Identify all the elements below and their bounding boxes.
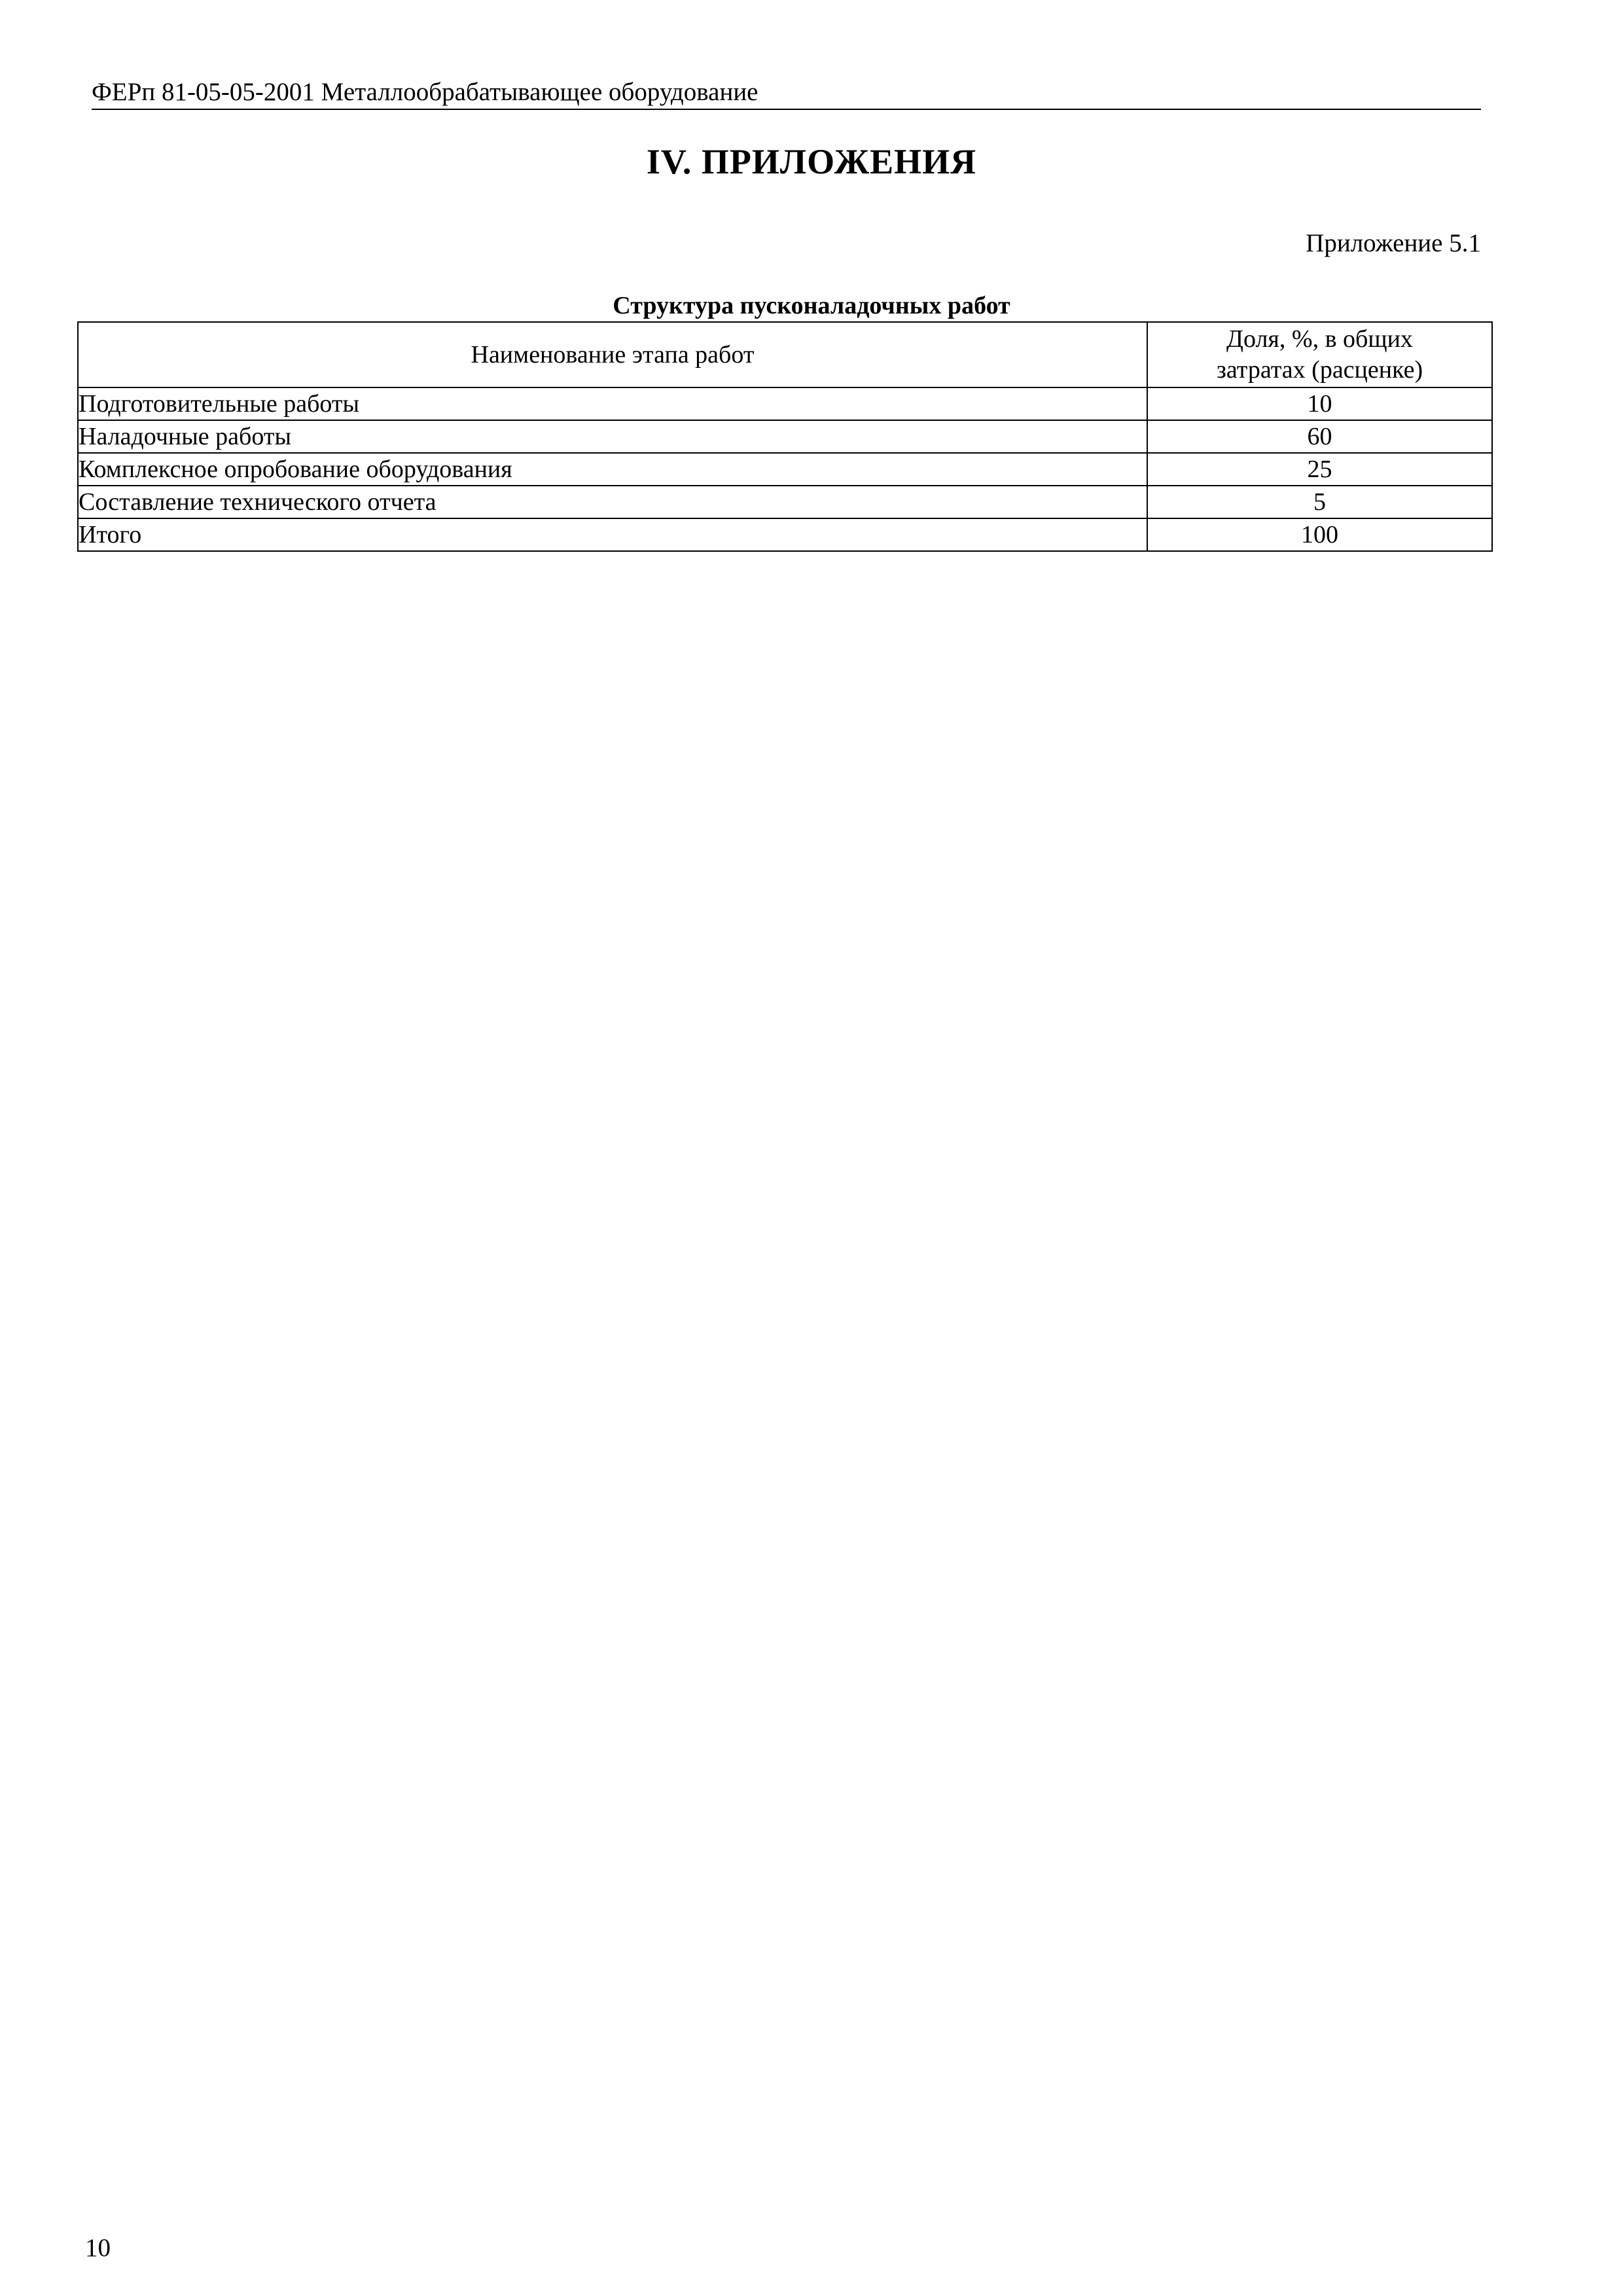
column-header-share [1147, 322, 1492, 387]
running-header: ФЕРп 81-05-05-2001 Металлообрабатывающее оборудование [92, 78, 758, 106]
stage-name-cell: Составление технического отчета [78, 486, 1147, 518]
header-divider [92, 109, 1481, 110]
table-row-total [78, 518, 1492, 551]
share-cell: 60 [1147, 420, 1492, 453]
table-row [78, 387, 1492, 420]
table-header-row [78, 322, 1492, 387]
table-row [78, 420, 1492, 453]
appendix-label: Приложение 5.1 [1306, 229, 1481, 257]
stage-name-cell: Подготовительные работы [78, 387, 1147, 420]
column-header-share-line2: затратах (расценке) [1216, 356, 1423, 384]
total-share-cell: 100 [1147, 518, 1492, 551]
table-row [78, 453, 1492, 486]
column-header-share-line1: Доля, %, в общих [1226, 325, 1413, 353]
share-cell: 25 [1147, 453, 1492, 486]
stage-name-cell: Комплексное опробование оборудования [78, 453, 1147, 486]
work-structure-table [77, 321, 1493, 552]
table-caption: Структура пусконаладочных работ [613, 292, 1010, 319]
share-cell: 5 [1147, 486, 1492, 518]
section-title: IV. ПРИЛОЖЕНИЯ [646, 142, 977, 181]
share-cell: 10 [1147, 387, 1492, 420]
table-row [78, 486, 1492, 518]
page-number: 10 [85, 2234, 111, 2262]
column-header-stage-name: Наименование этапа работ [78, 322, 1147, 387]
stage-name-cell: Наладочные работы [78, 420, 1147, 453]
total-label-cell: Итого [78, 518, 1147, 551]
